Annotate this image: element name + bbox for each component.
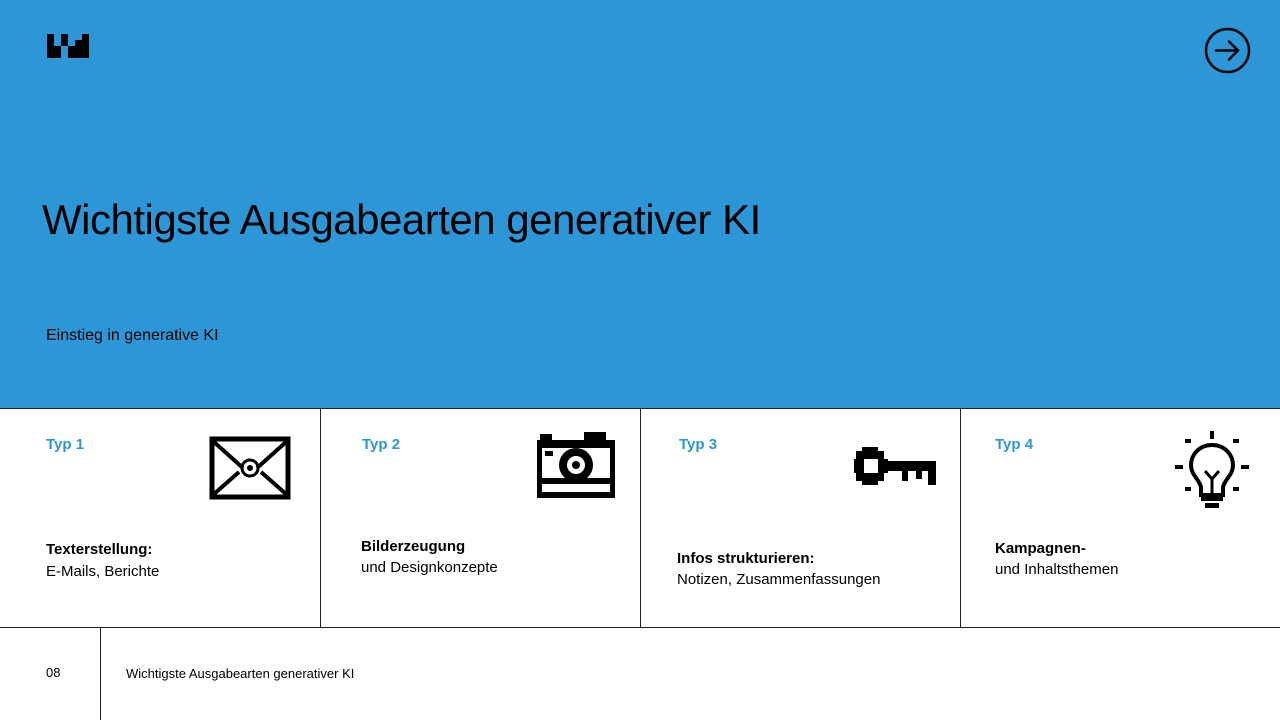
arrow-right-circle-icon (1206, 29, 1249, 72)
camera-icon (536, 432, 616, 500)
slide-title: Wichtigste Ausgabearten generativer KI (42, 196, 761, 243)
card-type-label: Typ 1 (46, 436, 85, 453)
footer-title: Wichtigste Ausgabearten generativer KI (126, 666, 355, 681)
card-description: E-Mails, Berichte (46, 563, 160, 580)
key-icon (854, 445, 938, 489)
card-typ-4 (960, 409, 1280, 627)
card-description: und Inhaltsthemen (995, 561, 1119, 578)
card-heading: Bilderzeugung (361, 538, 466, 555)
page-number: 08 (46, 665, 61, 680)
footer-divider (100, 628, 101, 720)
card-description: und Designkonzepte (361, 559, 498, 576)
envelope-at-icon (209, 436, 291, 500)
card-description: Notizen, Zusammenfassungen (677, 571, 881, 588)
card-typ-2 (320, 409, 640, 627)
card-typ-1 (0, 409, 320, 627)
slide-subtitle: Einstieg in generative KI (46, 327, 219, 344)
lightbulb-icon (1175, 431, 1249, 509)
slide-footer (0, 628, 1280, 720)
brand-logo-icon (47, 34, 89, 58)
card-heading: Infos strukturieren: (677, 550, 815, 567)
card-type-label: Typ 2 (362, 436, 401, 453)
card-type-label: Typ 3 (679, 436, 718, 453)
output-type-cards (0, 408, 1280, 628)
card-type-label: Typ 4 (995, 436, 1034, 453)
next-slide-button[interactable] (1204, 27, 1251, 74)
card-heading: Texterstellung: (46, 541, 153, 558)
card-typ-3 (640, 409, 960, 627)
card-heading: Kampagnen- (995, 540, 1086, 557)
